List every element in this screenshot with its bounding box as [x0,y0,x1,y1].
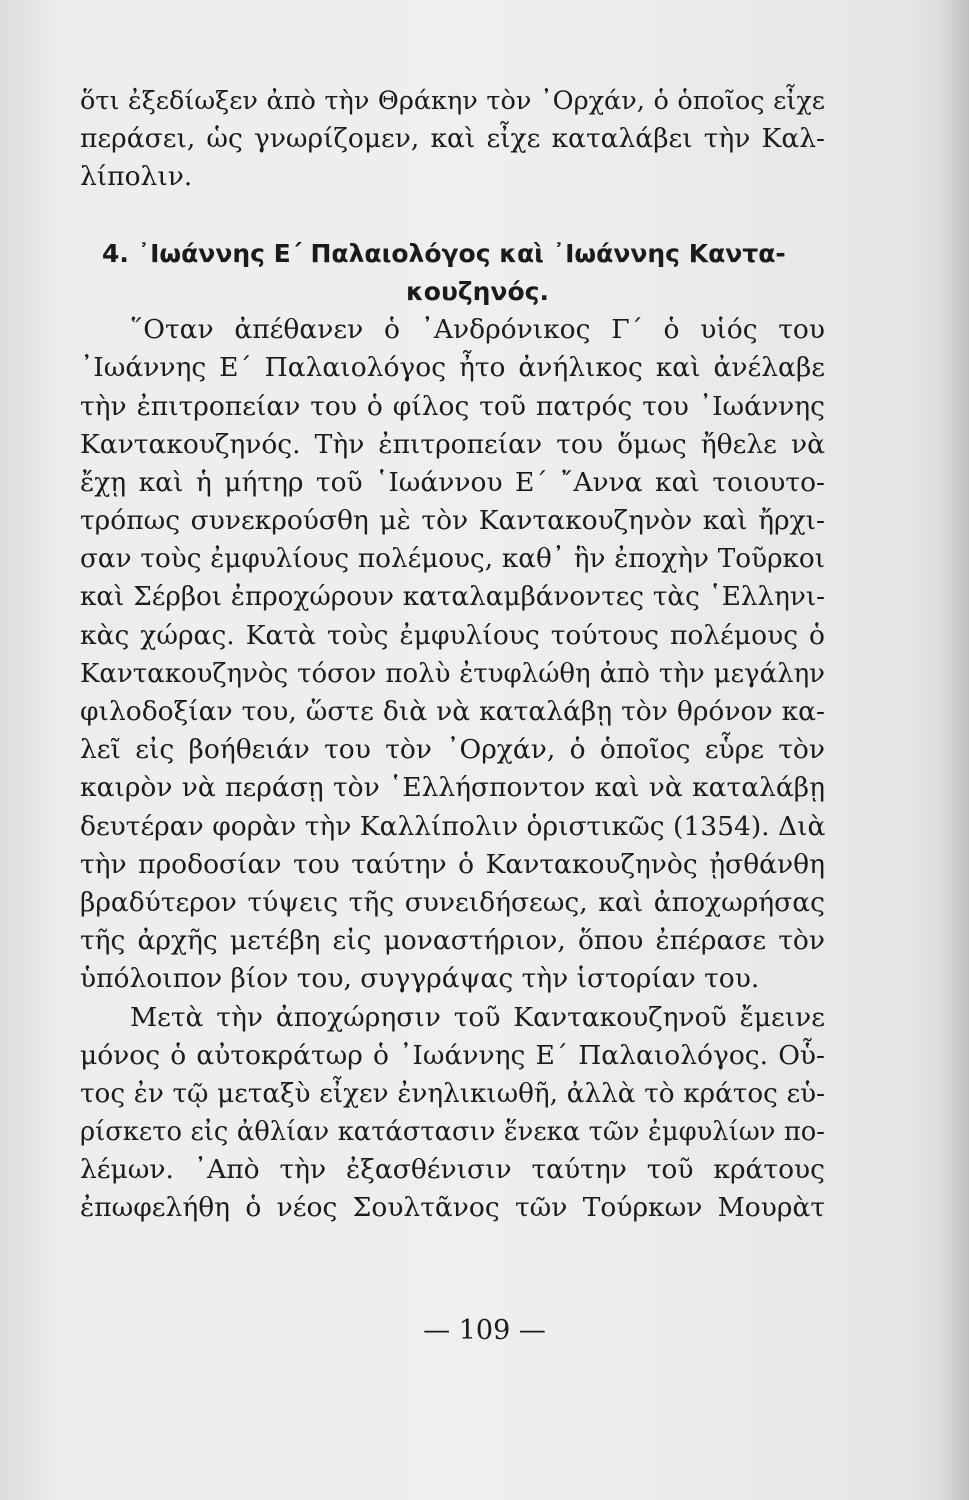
text-line: περάσει, ὡς γνωρίζομεν, καὶ εἶχε καταλάβει τὴν Καλ- [80,123,825,155]
paragraph-line: δευτέραν φορὰν τὴν Καλλίπολιν ὁριστικῶς (1354). Διὰ [80,810,826,842]
paragraph-line: καιρὸν νὰ περάσῃ τὸν ῾Ελλήσποντον καὶ νὰ καταλάβῃ [80,772,825,804]
paragraph-line: τρόπως συνεκρούσθη μὲ τὸν Καντακουζηνὸν καὶ ἤρχι- [80,505,825,537]
spacer [80,197,825,235]
paragraph-line: ὑπόλοιπον βίον του, συγγράψας τὴν ἱστορίαν του. [80,963,760,995]
paragraph-line: τῆς ἀρχῆς μετέβη εἰς μοναστήριον, ὅπου ἐπέρασε τὸν [80,925,825,957]
text-line: λίπολιν. [80,161,193,193]
paragraph-line: ρίσκετο εἰς ἀθλίαν κατάστασιν ἕνεκα τῶν ἐμφυλίων πο- [80,1117,825,1148]
paragraph-line: Καντακουζηνὸς τόσον πολὺ ἐτυφλώθη ἀπὸ τὴν μεγάλην [80,658,825,689]
section-heading: 4. ᾿Ιωάννης Ε΄ Παλαιολόγος καὶ ᾿Ιωάννης Καντα- [102,238,786,268]
paragraph-line: βραδύτερον τύψεις τῆς συνειδήσεως, καὶ ἀποχωρήσας [80,886,825,918]
paragraph-line: κὰς χώρας. Κατὰ τοὺς ἐμφυλίους τούτους πολέμους ὁ [80,619,825,651]
paragraph-line: λεῖ εἰς βοήθειάν του τὸν ᾿Ορχάν, ὁ ὁποῖος εὗρε τὸν [80,734,825,766]
text-line: ὅτι ἐξεδίωξεν ἀπὸ τὴν Θράκην τὸν ᾿Ορχάν, ὁ ὁποῖος εἶχε [80,86,825,116]
paragraph-line: τὴν ἐπιτροπείαν του ὁ φίλος τοῦ πατρός του ᾿Ιωάννης [80,390,825,422]
section-heading-continuation: κουζηνός. [406,276,549,306]
page-edge-shadow [941,0,969,1500]
paragraph-line: Μετὰ τὴν ἀποχώρησιν τοῦ Καντακουζηνοῦ ἔμεινε [130,1001,825,1033]
paragraph-line: Καντακουζηνός. Τὴν ἐπιτροπείαν του ὅμως ἤθελε νὰ [80,428,825,460]
paragraph-line: σαν τοὺς ἐμφυλίους πολέμους, καθ᾿ ἣν ἐποχὴν Τοῦρκοι [80,544,825,575]
paragraph-line: λέμων. ᾿Απὸ τὴν ἐξασθένισιν ταύτην τοῦ κράτους [80,1154,825,1186]
paragraph-line: ᾿Ιωάννης Ε΄ Παλαιολόγος ἦτο ἀνήλικος καὶ ἀνέλαβε [80,352,825,384]
paragraph-line: φιλοδοξίαν του, ὥστε διὰ νὰ καταλάβῃ τὸν θρόνον κα- [80,696,825,727]
text-block [80,82,825,1228]
paragraph-line: ῞Οταν ἀπέθανεν ὁ ᾿Ανδρόνικος Γ΄ ὁ υἱός του [130,314,825,346]
page-number: — 109 — [423,1315,546,1346]
paragraph-line: ἐπωφελήθη ὁ νέος Σουλτᾶνος τῶν Τούρκων Μουρὰτ [80,1192,825,1224]
paragraph-line: καὶ Σέρβοι ἐπροχώρουν καταλαμβάνοντες τὰς ῾Ελληνι- [80,582,825,613]
paragraph-line: ἔχῃ καὶ ἡ μήτηρ τοῦ ῾Ιωάννου Ε΄ ῎Αννα καὶ τοιουτο- [80,466,825,498]
paragraph-line: μόνος ὁ αὐτοκράτωρ ὁ ᾿Ιωάννης Ε΄ Παλαιολόγος. Οὗ- [80,1039,825,1071]
paragraph-line: τὴν προδοσίαν του ταύτην ὁ Καντακουζηνὸς ᾐσθάνθη [80,848,825,880]
paragraph-line: τος ἐν τῷ μεταξὺ εἶχεν ἐνηλικιωθῆ, ἀλλὰ τὸ κράτος εὑ- [80,1078,825,1109]
